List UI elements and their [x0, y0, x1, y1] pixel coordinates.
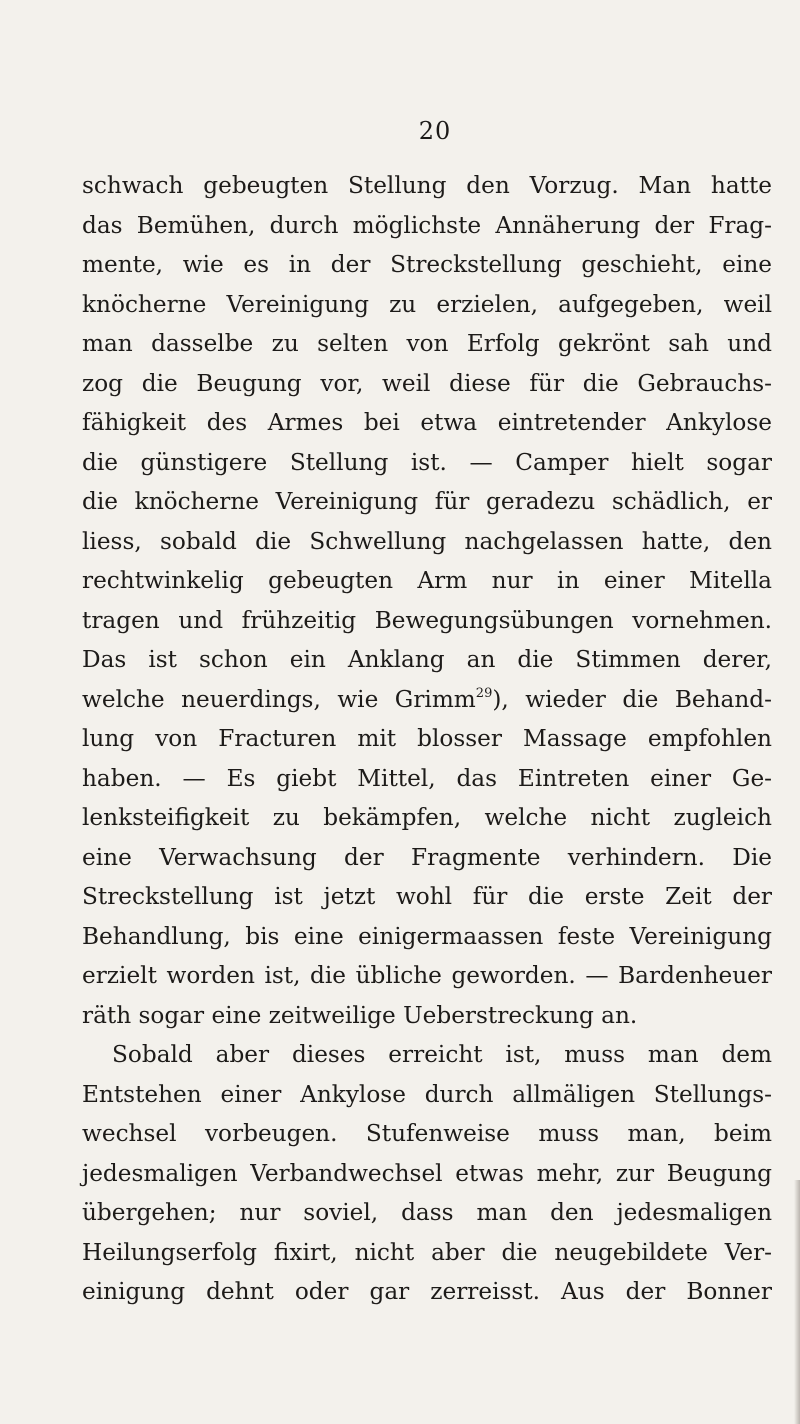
text-line: liess, sobald die Schwellung nachgelassen hatte, den: [82, 527, 772, 555]
text-line: rechtwinkelig gebeugten Arm nur in einer Mitella: [82, 567, 772, 594]
text-line: erzielt worden ist, die übliche geworden. — Bardenheuer: [82, 962, 772, 989]
text-line: räth sogar eine zeitweilige Ueberstreckung an.: [82, 1001, 638, 1029]
text-line: Das ist schon ein Anklang an die Stimmen derer,: [82, 646, 772, 673]
text-line: Sobald aber dieses erreicht ist, muss man dem: [112, 1041, 772, 1068]
text-line: zog die Beugung vor, weil diese für die Gebrauchs-: [82, 369, 772, 397]
text-line: Behandlung, bis eine einigermaassen feste Vereinigung: [82, 922, 772, 950]
text-line: tragen und frühzeitig Bewegungsübungen vornehmen.: [82, 606, 772, 634]
text-line: Heilungserfolg fixirt, nicht aber die neugebildete Ver-: [82, 1238, 772, 1266]
text-fragment: ), wieder die Behand-: [492, 685, 772, 713]
text-line: übergehen; nur soviel, dass man den jedesmaligen: [82, 1199, 772, 1226]
text-line: lung von Fracturen mit blosser Massage empfohlen: [82, 725, 772, 752]
text-line: Entstehen einer Ankylose durch allmäligen Stellungs-: [82, 1080, 772, 1108]
footnote-reference: 29: [475, 685, 493, 701]
text-line: einigung dehnt oder gar zerreisst. Aus der Bonner: [82, 1278, 772, 1305]
page-edge-shadow: [794, 1180, 800, 1424]
text-line: die günstigere Stellung ist. — Camper hielt sogar: [82, 448, 772, 476]
body-text: [82, 166, 772, 1312]
page-number: 20: [418, 117, 452, 145]
text-line: mente, wie es in der Streckstellung geschieht, eine: [82, 251, 772, 278]
text-line: schwach gebeugten Stellung den Vorzug. Man hatte: [82, 172, 772, 199]
text-line: wechsel vorbeugen. Stufenweise muss man, beim: [82, 1120, 772, 1147]
text-line: jedesmaligen Verbandwechsel etwas mehr, zur Beugung: [82, 1159, 772, 1187]
text-line: knöcherne Vereinigung zu erzielen, aufgegeben, weil: [82, 290, 772, 318]
text-line: eine Verwachsung der Fragmente verhindern. Die: [82, 843, 772, 871]
text-line: man dasselbe zu selten von Erfolg gekrönt sah und: [82, 330, 772, 357]
text-line: die knöcherne Vereinigung für geradezu schädlich, er: [82, 488, 772, 515]
text-line: fähigkeit des Armes bei etwa eintretender Ankylose: [82, 409, 772, 436]
text-line: Streckstellung ist jetzt wohl für die erste Zeit der: [82, 883, 772, 910]
text-line-with-footnote: [82, 680, 772, 720]
text-line: lenksteifigkeit zu bekämpfen, welche nicht zugleich: [82, 804, 772, 831]
text-fragment: welche neuerdings, wie Grimm: [82, 685, 476, 713]
text-line: haben. — Es giebt Mittel, das Eintreten einer Ge-: [82, 764, 772, 792]
text-line: das Bemühen, durch möglichste Annäherung der Frag-: [82, 211, 772, 239]
